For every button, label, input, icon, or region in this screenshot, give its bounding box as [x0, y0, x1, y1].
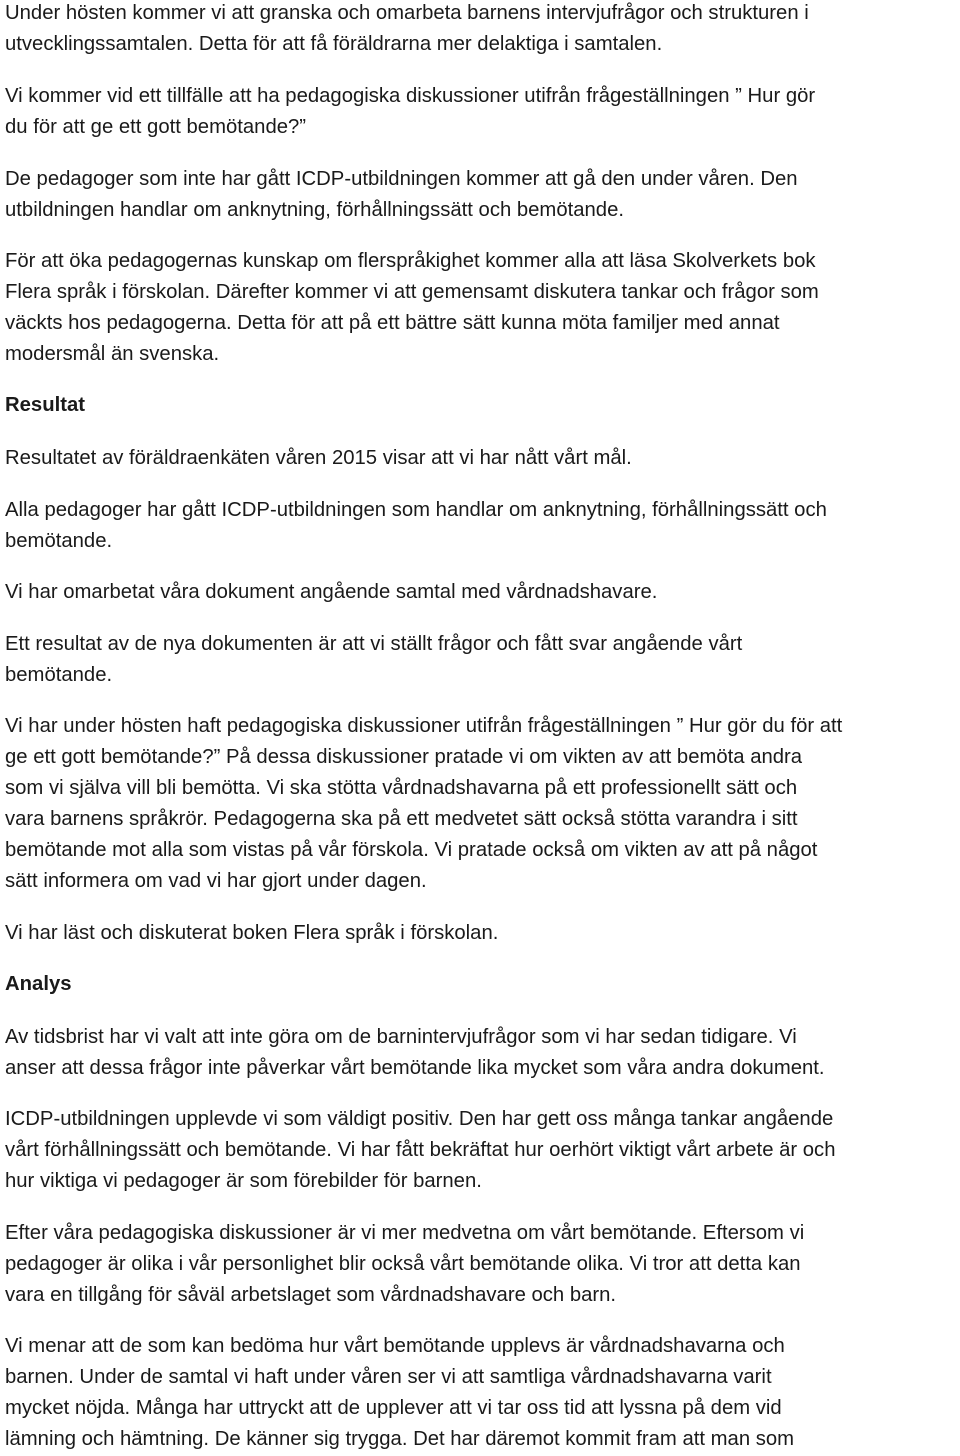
text-line: Ett resultat av de nya dokumenten är att vi ställt frågor och fått svar angående vårt: [5, 633, 743, 655]
text-line: Flera språk i förskolan. Därefter kommer vi att gemensamt diskutera tankar och frågor som: [5, 281, 819, 303]
paragraph: [5, 81, 815, 143]
text-line: Resultatet av föräldraenkäten våren 2015 visar att vi har nått vårt mål.: [5, 447, 632, 469]
paragraph: [5, 1104, 835, 1197]
text-line: anser att dessa frågor inte påverkar vårt bemötande lika mycket som våra andra dokument.: [5, 1057, 825, 1079]
paragraph: [5, 164, 798, 226]
section-heading-resultat: [5, 390, 85, 421]
text-line: utvecklingssamtalen. Detta för att få föräldrarna mer delaktiga i samtalen.: [5, 33, 663, 55]
text-line: vara barnens språkrör. Pedagogerna ska på ett medvetet sätt också stötta varandra i sitt: [5, 808, 798, 830]
paragraph: [5, 443, 632, 474]
text-line: Vi har läst och diskuterat boken Flera språk i förskolan.: [5, 922, 499, 944]
paragraph: [5, 918, 498, 949]
text-line: barnen. Under de samtal vi haft under våren ser vi att samtliga vårdnadshavarna varit: [5, 1366, 772, 1388]
heading-text: Analys: [5, 973, 72, 995]
text-line: bemötande.: [5, 530, 113, 552]
paragraph: [5, 1022, 825, 1084]
text-line: ge ett gott bemötande?” På dessa diskussioner pratade vi om vikten av att bemöta andra: [5, 746, 803, 768]
text-line: bemötande.: [5, 664, 113, 686]
text-line: bemötande mot alla som vistas på vår förskola. Vi pratade också om vikten av att på något: [5, 839, 818, 861]
text-line: som vi själva vill bli bemötta. Vi ska stötta vårdnadshavarna på ett professionellt sätt och: [5, 777, 798, 799]
text-line: Vi har omarbetat våra dokument angående samtal med vårdnadshavare.: [5, 581, 658, 603]
text-line: pedagoger är olika i vår personlighet blir också vårt bemötande olika. Vi tror att detta kan: [5, 1253, 801, 1275]
text-line: Under hösten kommer vi att granska och omarbeta barnens intervjufrågor och strukturen i: [5, 2, 809, 24]
paragraph: [5, 711, 842, 897]
paragraph: [5, 246, 819, 370]
paragraph: [5, 495, 827, 557]
text-line: hur viktiga vi pedagoger är som förebilder för barnen.: [5, 1170, 482, 1192]
text-line: mycket nöjda. Många har uttryckt att de upplever att vi tar oss tid att lyssna på dem vid: [5, 1397, 782, 1419]
section-heading-analys: [5, 969, 72, 1000]
text-line: Alla pedagoger har gått ICDP-utbildningen som handlar om anknytning, förhållningssätt och: [5, 499, 827, 521]
text-line: sätt informera om vad vi har gjort under dagen.: [5, 870, 427, 892]
text-line: Av tidsbrist har vi valt att inte göra om de barnintervjufrågor som vi har sedan tidigare. Vi: [5, 1026, 797, 1048]
text-line: Vi menar att de som kan bedöma hur vårt bemötande upplevs är vårdnadshavarna och: [5, 1335, 785, 1357]
text-line: De pedagoger som inte har gått ICDP-utbildningen kommer att gå den under våren. Den: [5, 168, 798, 190]
text-line: Vi har under hösten haft pedagogiska diskussioner utifrån frågeställningen ” Hur gör du för att: [5, 715, 843, 737]
paragraph: [5, 0, 809, 60]
text-line: Efter våra pedagogiska diskussioner är vi mer medvetna om vårt bemötande. Eftersom vi: [5, 1222, 805, 1244]
text-line: väckts hos pedagogerna. Detta för att på ett bättre sätt kunna möta familjer med annat: [5, 312, 780, 334]
paragraph: [5, 1331, 794, 1455]
heading-text: Resultat: [5, 394, 86, 416]
text-line: du för att ge ett gott bemötande?”: [5, 116, 307, 138]
text-line: vara en tillgång för såväl arbetslaget som vårdnadshavare och barn.: [5, 1284, 617, 1306]
text-line: ICDP-utbildningen upplevde vi som väldigt positiv. Den har gett oss många tankar angående: [5, 1108, 834, 1130]
paragraph: [5, 1218, 804, 1311]
text-line: modersmål än svenska.: [5, 343, 220, 365]
text-line: utbildningen handlar om anknytning, förhållningssätt och bemötande.: [5, 199, 624, 221]
text-line: vårt förhållningssätt och bemötande. Vi har fått bekräftat hur oerhört viktigt vårt arbete är och: [5, 1139, 836, 1161]
paragraph: [5, 577, 657, 608]
text-line: lämning och hämtning. De känner sig trygga. Det har däremot kommit fram att man som: [5, 1428, 795, 1450]
text-line: För att öka pedagogernas kunskap om flerspråkighet kommer alla att läsa Skolverkets bok: [5, 250, 816, 272]
text-line: Vi kommer vid ett tillfälle att ha pedagogiska diskussioner utifrån frågeställningen ” Hur gör: [5, 85, 816, 107]
paragraph: [5, 629, 742, 691]
